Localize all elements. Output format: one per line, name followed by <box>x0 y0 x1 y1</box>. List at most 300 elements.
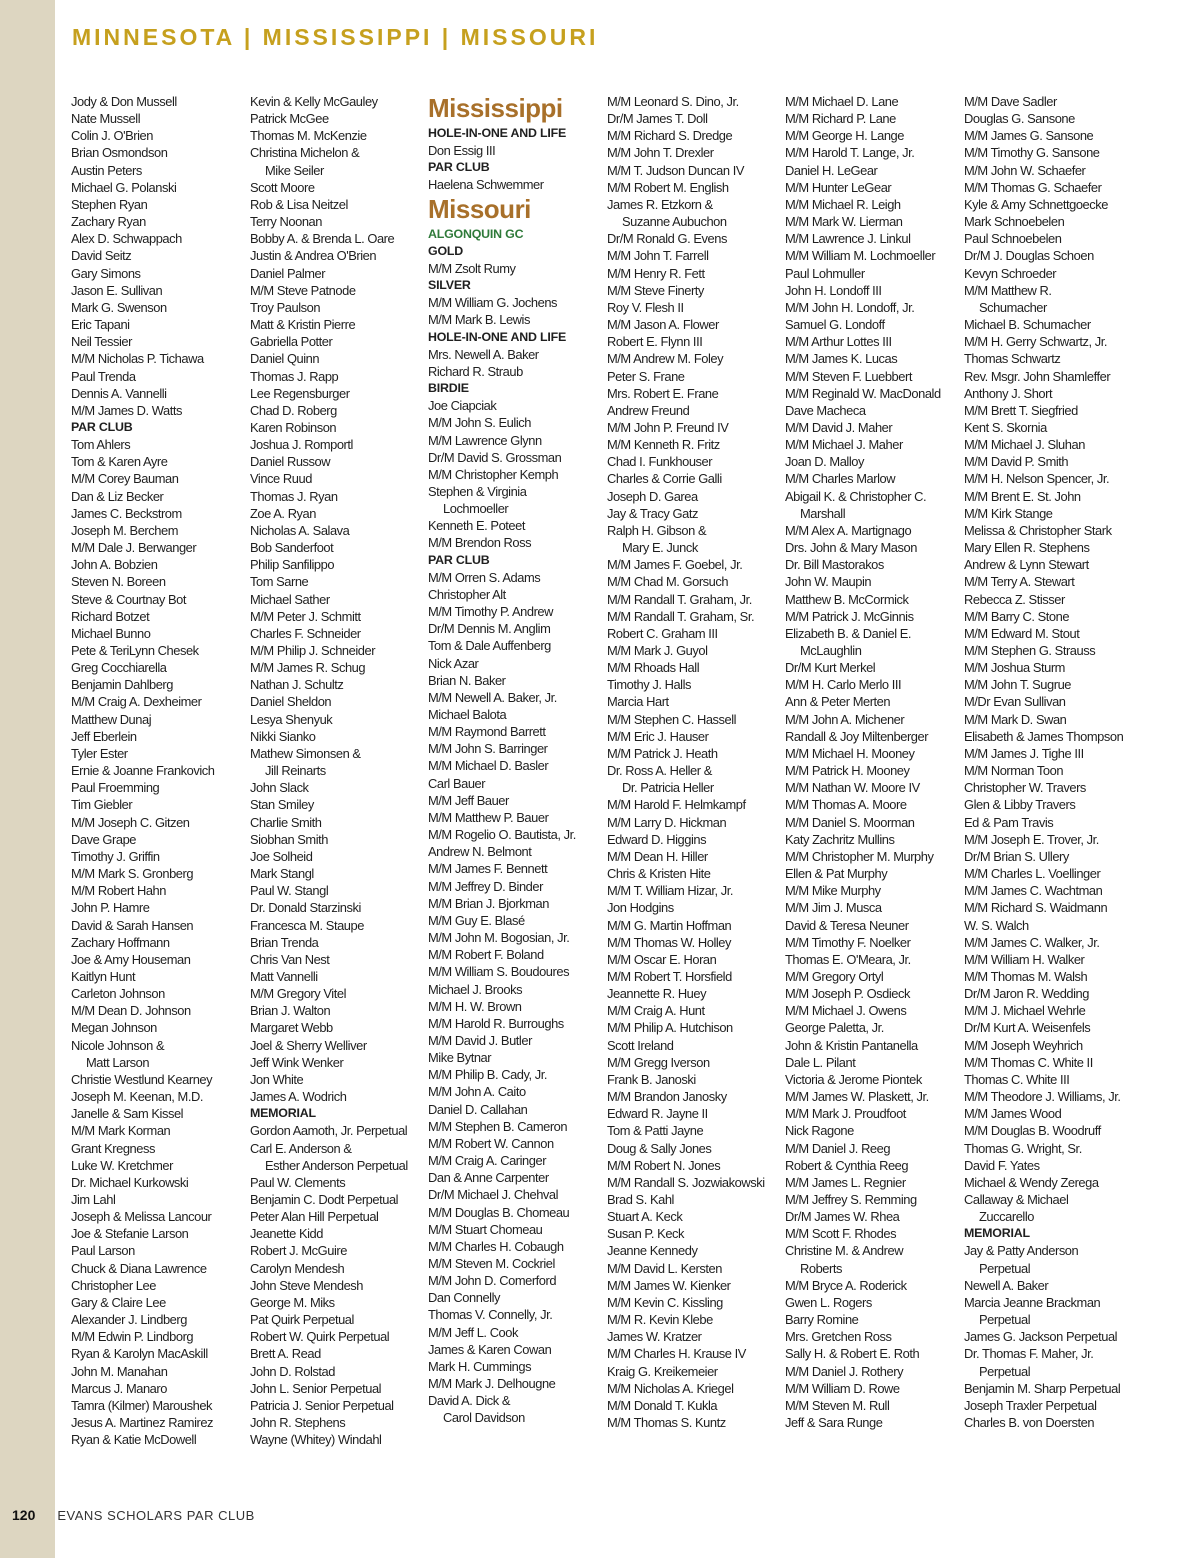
donor-entry: Joseph Traxler Perpetual <box>964 1397 1097 1413</box>
donor-entry-continued: Jill Reinarts <box>265 763 326 779</box>
donor-entry: M/M Timothy P. Andrew <box>428 604 553 620</box>
donor-entry: Tom & Karen Ayre <box>71 454 168 470</box>
donor-entry: M/M Nicholas A. Kriegel <box>607 1380 734 1396</box>
state-heading: Mississippi <box>428 93 563 123</box>
donor-entry: M/M David J. Butler <box>428 1032 532 1048</box>
donor-entry: Paul Froemming <box>71 780 160 796</box>
donor-entry: M/M Joshua Sturm <box>964 660 1065 676</box>
donor-entry: M/M Michael R. Leigh <box>785 196 901 212</box>
category-heading: SILVER <box>428 278 471 293</box>
donor-entry: Ernie & Joanne Frankovich <box>71 763 215 779</box>
donor-entry: Edward R. Jayne II <box>607 1106 708 1122</box>
donor-entry: M/M Lawrence J. Linkul <box>785 231 911 247</box>
donor-entry: M/M Michael J. Maher <box>785 437 903 453</box>
donor-entry: M/M John T. Sugrue <box>964 677 1072 693</box>
donor-entry: Victoria & Jerome Piontek <box>785 1071 922 1087</box>
donor-entry: Daniel Palmer <box>250 265 326 281</box>
donor-entry: Anthony J. Short <box>964 385 1053 401</box>
donor-entry: Tom Sarne <box>250 574 309 590</box>
donor-entry: Chris & Kristen Hite <box>607 866 711 882</box>
donor-entry: Nicholas A. Salava <box>250 522 350 538</box>
donor-entry: Gwen L. Rogers <box>785 1294 872 1310</box>
donor-entry: Tom Ahlers <box>71 437 131 453</box>
donor-entry: Dr/M Dennis M. Anglim <box>428 621 551 637</box>
donor-entry: Daniel Russow <box>250 454 331 470</box>
donor-entry: Alex D. Schwappach <box>71 231 182 247</box>
donor-entry: M/M R. Kevin Klebe <box>607 1312 713 1328</box>
donor-entry: John R. Stephens <box>250 1415 346 1431</box>
donor-entry: Troy Paulson <box>250 299 321 315</box>
donor-entry: Jay & Patty Anderson <box>964 1243 1079 1259</box>
donor-entry: M/M James K. Lucas <box>785 351 898 367</box>
donor-entry: M/M Steve Finerty <box>607 282 704 298</box>
donor-entry: M/M Jason A. Flower <box>607 317 719 333</box>
donor-entry: M/M John A. Caito <box>428 1084 526 1100</box>
donor-entry: M/M Theodore J. Williams, Jr. <box>964 1089 1121 1105</box>
donor-entry-continued: Mary E. Junck <box>622 540 698 556</box>
donor-entry: M/M Steven F. Luebbert <box>785 368 912 384</box>
donor-entry: Rebecca Z. Stisser <box>964 591 1065 607</box>
donor-entry: Marcia Jeanne Brackman <box>964 1294 1101 1310</box>
donor-entry: Jon White <box>250 1071 304 1087</box>
donor-entry: Dr/M J. Douglas Schoen <box>964 248 1094 264</box>
donor-entry: Thomas G. Wright, Sr. <box>964 1140 1082 1156</box>
donor-entry: Dr/M James T. Doll <box>607 111 708 127</box>
donor-entry: Jeanette Kidd <box>250 1226 323 1242</box>
donor-entry: Gary & Claire Lee <box>71 1294 166 1310</box>
column-2 <box>250 93 428 1448</box>
donor-entry: M/M Christopher Kemph <box>428 466 559 482</box>
donor-entry: Charles & Corrie Galli <box>607 471 722 487</box>
donor-entry: Charlie Smith <box>250 814 322 830</box>
donor-entry: M/M Mark S. Gronberg <box>71 866 194 882</box>
donor-entry: M/M Michael J. Sluhan <box>964 437 1085 453</box>
donor-columns <box>71 93 1191 1473</box>
donor-entry: M/M Rhoads Hall <box>607 660 700 676</box>
donor-entry: M/M Raymond Barrett <box>428 724 546 740</box>
donor-entry: M/M Norman Toon <box>964 763 1064 779</box>
donor-entry: M/M Stuart Chomeau <box>428 1221 543 1237</box>
donor-entry: Paul Larson <box>71 1243 135 1259</box>
donor-entry: Stan Smiley <box>250 797 314 813</box>
donor-entry: M/M H. Carlo Merlo III <box>785 677 902 693</box>
donor-entry: M/Dr Evan Sullivan <box>964 694 1066 710</box>
donor-entry: M/M Donald T. Kukla <box>607 1397 718 1413</box>
donor-entry: Roy V. Flesh II <box>607 299 684 315</box>
donor-entry: M/M T. Judson Duncan IV <box>607 162 745 178</box>
donor-entry: Stephen & Virginia <box>428 483 527 499</box>
donor-entry: Vince Ruud <box>250 471 312 487</box>
donor-entry: Lee Regensburger <box>250 385 350 401</box>
donor-entry: M/M David P. Smith <box>964 454 1069 470</box>
donor-entry: George Paletta, Jr. <box>785 1020 884 1036</box>
donor-entry: M/M Timothy F. Noelker <box>785 934 911 950</box>
donor-entry: M/M James W. Plaskett, Jr. <box>785 1089 929 1105</box>
donor-entry: Rob & Lisa Neitzel <box>250 196 348 212</box>
donor-entry: M/M James F. Goebel, Jr. <box>607 557 743 573</box>
donor-entry: Thomas M. McKenzie <box>250 128 367 144</box>
donor-entry: M/M Nicholas P. Tichawa <box>71 351 204 367</box>
page-title: MINNESOTA | MISSISSIPPI | MISSOURI <box>72 24 599 50</box>
donor-entry: M/M Rogelio O. Bautista, Jr. <box>428 827 576 843</box>
category-heading: PAR CLUB <box>428 552 490 567</box>
donor-entry: Gary Simons <box>71 265 141 281</box>
donor-entry: Scott Moore <box>250 179 315 195</box>
donor-entry: Chuck & Diana Lawrence <box>71 1260 207 1276</box>
donor-entry: M/M Jeff L. Cook <box>428 1324 518 1340</box>
donor-entry: David & Teresa Neuner <box>785 917 909 933</box>
donor-entry: Kenneth E. Poteet <box>428 518 525 534</box>
donor-entry: Andrew N. Belmont <box>428 844 532 860</box>
donor-entry-continued: Matt Larson <box>86 1054 150 1070</box>
donor-entry: Timothy J. Griffin <box>71 848 160 864</box>
donor-entry: M/M Kenneth R. Fritz <box>607 437 720 453</box>
donor-entry: M/M Thomas S. Kuntz <box>607 1415 726 1431</box>
donor-entry: M/M Randall T. Graham, Jr. <box>607 591 752 607</box>
donor-entry: Joshua J. Romportl <box>250 437 353 453</box>
donor-entry: M/M Steven M. Cockriel <box>428 1256 555 1271</box>
donor-entry: Christina Michelon & <box>250 145 360 161</box>
donor-entry: Brian Osmondson <box>71 145 168 161</box>
donor-entry: Janelle & Sam Kissel <box>71 1106 184 1122</box>
donor-entry: M/M Dale J. Berwanger <box>71 540 197 556</box>
donor-entry: Dr/M Brian S. Ullery <box>964 848 1069 864</box>
donor-entry: M/M Dean D. Johnson <box>71 1003 191 1019</box>
donor-entry: M/M William D. Rowe <box>785 1380 900 1396</box>
donor-entry: Steven N. Boreen <box>71 574 166 590</box>
donor-entry: Joe & Amy Houseman <box>71 951 191 967</box>
donor-entry: John Steve Mendesh <box>250 1277 364 1293</box>
donor-entry: Dr. Donald Starzinski <box>250 900 361 916</box>
donor-entry: Edward D. Higgins <box>607 831 707 847</box>
donor-entry: Mathew Simonsen & <box>250 745 361 761</box>
donor-entry: M/M H. W. Brown <box>428 998 522 1014</box>
donor-entry: Don Essig III <box>428 143 496 159</box>
column-6 <box>964 93 1142 1431</box>
donor-entry: M/M David J. Maher <box>785 419 893 435</box>
donor-entry: Benjamin C. Dodt Perpetual <box>250 1192 399 1207</box>
donor-entry: Robert E. Flynn III <box>607 334 703 350</box>
donor-entry: Douglas G. Sansone <box>964 111 1075 127</box>
donor-entry: Tom & Dale Auffenberg <box>428 638 551 654</box>
donor-entry: Pat Quirk Perpetual <box>250 1312 354 1328</box>
donor-entry: Zachary Hoffmann <box>71 934 170 950</box>
donor-entry: Dave Macheca <box>785 402 866 418</box>
state-heading: Missouri <box>428 193 531 224</box>
donor-entry: Ann & Peter Merten <box>785 694 891 710</box>
donor-entry: Carl E. Anderson & <box>250 1140 352 1156</box>
donor-entry: M/M Steven M. Rull <box>785 1397 890 1413</box>
donor-entry: M/M Dave Sadler <box>964 94 1057 109</box>
donor-entry: Siobhan Smith <box>250 831 328 847</box>
donor-entry: Matt Vannelli <box>250 968 318 984</box>
donor-entry-continued: Schumacher <box>979 299 1047 315</box>
donor-entry: Zoe A. Ryan <box>250 505 316 521</box>
donor-entry: M/M Joseph E. Trover, Jr. <box>964 831 1099 847</box>
donor-entry: M/M Harold T. Lange, Jr. <box>785 145 915 161</box>
donor-entry: Paul W. Clements <box>250 1174 346 1190</box>
donor-entry: Jeff Eberlein <box>71 728 137 744</box>
donor-entry: Daniel Sheldon <box>250 694 332 710</box>
donor-entry: Jesus A. Martinez Ramirez <box>71 1415 214 1431</box>
donor-entry: Joan D. Malloy <box>785 454 864 470</box>
donor-entry: Marcia Hart <box>607 694 669 710</box>
donor-entry: M/M John A. Michener <box>785 711 905 727</box>
donor-entry: M/M Richard S. Dredge <box>607 128 733 144</box>
donor-entry: M/M John T. Drexler <box>607 145 714 161</box>
donor-entry: Terry Noonan <box>250 214 322 230</box>
donor-entry: M/M James R. Schug <box>250 660 366 676</box>
donor-entry: M/M Craig A. Dexheimer <box>71 694 202 710</box>
donor-entry: Ralph H. Gibson & <box>607 522 707 538</box>
donor-entry-continued: Suzanne Aubuchon <box>622 214 727 230</box>
donor-entry: M/M Daniel J. Rothery <box>785 1363 904 1379</box>
donor-entry: M/M James L. Regnier <box>785 1174 906 1190</box>
donor-entry: M/M Leonard S. Dino, Jr. <box>607 94 739 109</box>
donor-entry: Eric Tapani <box>71 317 130 333</box>
donor-entry: Dr/M Kurt Merkel <box>785 660 876 676</box>
donor-entry: Kevin & Kelly McGauley <box>250 94 378 109</box>
donor-entry: James G. Jackson Perpetual <box>964 1329 1118 1345</box>
donor-entry: Doug & Sally Jones <box>607 1140 712 1156</box>
donor-entry: M/M William G. Jochens <box>428 295 558 311</box>
donor-entry: M/M Douglas B. Woodruff <box>964 1123 1101 1139</box>
donor-entry: M/M Mark D. Swan <box>964 711 1067 727</box>
donor-entry: Lesya Shenyuk <box>250 711 333 727</box>
donor-entry: M/M Mark Korman <box>71 1123 171 1139</box>
donor-entry: Benjamin Dahlberg <box>71 677 173 693</box>
donor-entry: Luke W. Kretchmer <box>71 1157 173 1173</box>
donor-entry: M/M G. Martin Hoffman <box>607 917 732 933</box>
donor-entry: M/M Robert Hahn <box>71 883 166 899</box>
publication-title: EVANS SCHOLARS PAR CLUB <box>57 1508 255 1523</box>
donor-entry: Steve & Courtnay Bot <box>71 591 186 607</box>
donor-entry: Jeff Wink Wenker <box>250 1054 344 1070</box>
donor-entry: M/M Stephen B. Cameron <box>428 1118 568 1134</box>
donor-entry: M/M Steve Patnode <box>250 282 356 298</box>
donor-entry: Kyle & Amy Schnettgoecke <box>964 196 1108 212</box>
donor-entry: Christopher Lee <box>71 1277 156 1293</box>
donor-entry: Daniel D. Callahan <box>428 1101 528 1117</box>
donor-entry: Peter Alan Hill Perpetual <box>250 1209 379 1225</box>
category-heading: PAR CLUB <box>71 419 133 434</box>
donor-entry: Elisabeth & James Thompson <box>964 728 1124 744</box>
donor-entry: M/M Larry D. Hickman <box>607 814 727 830</box>
donor-entry: Daniel H. LeGear <box>785 162 878 178</box>
page-number: 120 <box>12 1507 36 1523</box>
donor-entry: Tom & Patti Jayne <box>607 1123 704 1139</box>
donor-entry: Christine M. & Andrew <box>785 1243 904 1259</box>
donor-entry: M/M Thomas A. Moore <box>785 797 907 813</box>
donor-entry: Dr. Thomas F. Maher, Jr. <box>964 1346 1094 1362</box>
donor-entry: Susan P. Keck <box>607 1226 685 1242</box>
donor-entry: Christopher Alt <box>428 586 506 602</box>
donor-entry: Colin J. O'Brien <box>71 128 153 144</box>
donor-entry: Dr/M Jaron R. Wedding <box>964 986 1089 1002</box>
donor-entry: M/M Michael D. Basler <box>428 758 549 774</box>
category-heading: HOLE-IN-ONE AND LIFE <box>428 329 567 344</box>
donor-entry-continued: Dr. Patricia Heller <box>622 780 714 796</box>
donor-entry: M/M Gregg Iverson <box>607 1054 710 1070</box>
donor-entry: M/M Eric J. Hauser <box>607 728 709 744</box>
donor-entry: M/M H. Gerry Schwartz, Jr. <box>964 334 1107 350</box>
donor-entry: Dr. Ross A. Heller & <box>607 763 712 779</box>
donor-entry: M/M Jeffrey D. Binder <box>428 878 543 894</box>
category-heading: MEMORIAL <box>250 1106 316 1121</box>
donor-entry: Mark Schnoebelen <box>964 214 1065 230</box>
donor-entry: M/M Mark W. Lierman <box>785 214 903 230</box>
donor-entry: Jason E. Sullivan <box>71 282 163 298</box>
donor-entry: M/M Andrew M. Foley <box>607 351 724 367</box>
column-4 <box>607 93 785 1431</box>
donor-entry: Robert W. Quirk Perpetual <box>250 1329 390 1345</box>
donor-entry: M/M Daniel J. Reeg <box>785 1140 891 1156</box>
donor-entry: Charles F. Schneider <box>250 625 361 641</box>
donor-entry: John & Kristin Pantanella <box>785 1037 918 1053</box>
donor-entry: Tamra (Kilmer) Maroushek <box>71 1397 213 1413</box>
donor-entry: Thomas J. Rapp <box>250 368 339 384</box>
donor-entry: Neil Tessier <box>71 334 132 350</box>
donor-entry: M/M Jeff Bauer <box>428 792 509 808</box>
column-1 <box>71 93 249 1448</box>
column-5 <box>785 93 963 1431</box>
donor-entry: George M. Miks <box>250 1294 335 1310</box>
donor-entry: John H. Londoff III <box>785 282 882 298</box>
donor-entry: M/M James D. Watts <box>71 402 183 418</box>
donor-entry: M/M Thomas C. White II <box>964 1054 1093 1070</box>
donor-entry: M/M Oscar E. Horan <box>607 951 717 967</box>
donor-entry: M/M John D. Comerford <box>428 1273 557 1289</box>
donor-entry: Philip Sanfilippo <box>250 557 335 573</box>
donor-entry: M/M Joseph Weyhrich <box>964 1037 1083 1053</box>
donor-entry: M/M Robert F. Boland <box>428 947 544 963</box>
donor-entry: Randall & Joy Miltenberger <box>785 728 929 744</box>
donor-entry: Katy Zachritz Mullins <box>785 831 895 847</box>
donor-entry: M/M Alex A. Martignago <box>785 522 912 538</box>
donor-entry: Justin & Andrea O'Brien <box>250 248 377 264</box>
donor-entry: Brad S. Kahl <box>607 1192 674 1207</box>
donor-entry: Glen & Libby Travers <box>964 797 1076 813</box>
donor-entry: M/M Daniel S. Moorman <box>785 814 915 830</box>
donor-entry: Dan & Liz Becker <box>71 488 164 504</box>
donor-entry: Joseph M. Berchem <box>71 522 178 538</box>
donor-entry: Mark H. Cummings <box>428 1358 532 1374</box>
donor-entry: M/M Randall T. Graham, Sr. <box>607 608 755 624</box>
donor-entry: M/M Edwin P. Lindborg <box>71 1329 194 1345</box>
donor-entry: Mark G. Swenson <box>71 299 167 315</box>
donor-entry: M/M Mark J. Guyol <box>607 643 708 658</box>
donor-entry: M/M John P. Freund IV <box>607 419 729 435</box>
donor-entry: Dr/M David S. Grossman <box>428 449 562 465</box>
donor-entry: James R. Etzkorn & <box>607 196 713 212</box>
donor-entry: M/M Lawrence Glynn <box>428 432 542 448</box>
donor-entry: M/M Richard P. Lane <box>785 111 896 127</box>
donor-entry: Joe & Stefanie Larson <box>71 1226 189 1242</box>
left-margin-band <box>0 0 55 1558</box>
donor-entry: Grant Kregness <box>71 1140 155 1156</box>
donor-entry: Dr/M Kurt A. Weisenfels <box>964 1020 1091 1036</box>
donor-entry: Ryan & Katie McDowell <box>71 1432 197 1448</box>
donor-entry: M/M Gregory Ortyl <box>785 968 884 984</box>
donor-entry: Peter S. Frane <box>607 368 685 384</box>
donor-entry: M/M Gregory Vitel <box>250 986 346 1002</box>
donor-entry: M/M William S. Boudoures <box>428 964 570 980</box>
donor-entry: M/M John H. Londoff, Jr. <box>785 299 915 315</box>
donor-entry: Thomas E. O'Meara, Jr. <box>785 951 911 967</box>
donor-entry: M/M Randall S. Jozwiakowski <box>607 1174 765 1190</box>
donor-entry: Patricia J. Senior Perpetual <box>250 1397 394 1413</box>
donor-entry: Jody & Don Mussell <box>71 94 177 109</box>
donor-entry: M/M Brett T. Siegfried <box>964 402 1078 418</box>
donor-entry: M/M Brian J. Bjorkman <box>428 895 549 911</box>
donor-entry-continued: Esther Anderson Perpetual <box>265 1157 408 1173</box>
donor-entry: Thomas C. White III <box>964 1071 1070 1087</box>
donor-entry: Robert C. Graham III <box>607 625 718 641</box>
category-heading: BIRDIE <box>428 381 469 396</box>
donor-entry: M/M Robert M. English <box>607 179 729 195</box>
donor-entry: M/M James Wood <box>964 1106 1062 1122</box>
donor-entry: Robert J. McGuire <box>250 1243 347 1259</box>
donor-entry: Paul Schnoebelen <box>964 231 1062 247</box>
donor-entry: Callaway & Michael <box>964 1192 1069 1207</box>
donor-entry: M/M Mark J. Delhougne <box>428 1376 556 1392</box>
donor-entry: M/M Philip B. Cady, Jr. <box>428 1067 548 1083</box>
donor-entry: Samuel G. Londoff <box>785 317 885 333</box>
donor-entry: M/M John S. Barringer <box>428 741 548 757</box>
donor-entry: Dan & Anne Carpenter <box>428 1170 549 1186</box>
donor-entry: Michael Sather <box>250 591 330 607</box>
donor-entry: M/M Brandon Janosky <box>607 1089 727 1105</box>
category-heading: GOLD <box>428 243 463 258</box>
donor-entry: Sally H. & Robert E. Roth <box>785 1346 920 1362</box>
donor-entry: Gabriella Potter <box>250 334 333 350</box>
category-heading: MEMORIAL <box>964 1226 1030 1241</box>
donor-entry: Pete & TeriLynn Chesek <box>71 643 199 658</box>
donor-entry: Dr. Bill Mastorakos <box>785 557 884 573</box>
donor-entry: Kraig G. Kreikemeier <box>607 1363 718 1379</box>
donor-entry: M/M Michael J. Owens <box>785 1003 907 1019</box>
donor-entry: Robert & Cynthia Reeg <box>785 1157 909 1173</box>
donor-entry: James C. Beckstrom <box>71 505 182 521</box>
donor-entry: M/M Patrick H. Mooney <box>785 763 910 779</box>
donor-entry: John W. Maupin <box>785 574 872 590</box>
donor-entry: Jeff & Sara Runge <box>785 1415 883 1431</box>
category-heading: PAR CLUB <box>428 160 490 175</box>
donor-entry: Andrew Freund <box>607 402 690 418</box>
column-3 <box>428 93 606 1427</box>
donor-entry: M/M Reginald W. MacDonald <box>785 385 941 401</box>
donor-entry: Elizabeth B. & Daniel E. <box>785 625 912 641</box>
donor-entry: Dr/M Michael J. Chehval <box>428 1187 559 1203</box>
donor-entry: M/M Brendon Ross <box>428 535 532 551</box>
donor-entry: David Seitz <box>71 248 132 264</box>
donor-entry: Karen Robinson <box>250 419 337 435</box>
donor-entry: Richard Botzet <box>71 608 150 624</box>
donor-entry: M/M Kevin C. Kissling <box>607 1294 723 1310</box>
donor-entry: Austin Peters <box>71 162 142 178</box>
donor-entry: M/M Edward M. Stout <box>964 625 1080 641</box>
page-footer <box>12 1507 255 1523</box>
donor-entry: Carl Bauer <box>428 775 486 791</box>
donor-entry: M/M Arthur Lottes III <box>785 334 892 350</box>
donor-entry: M/M Dean H. Hiller <box>607 848 708 864</box>
donor-entry: Nick Ragone <box>785 1123 854 1139</box>
donor-entry: M/M Barry C. Stone <box>964 608 1070 624</box>
donor-entry: M/M Zsolt Rumy <box>428 260 516 276</box>
donor-entry: Jeannette R. Huey <box>607 986 707 1002</box>
donor-entry: Kaitlyn Hunt <box>71 968 136 984</box>
donor-entry: Melissa & Christopher Stark <box>964 522 1112 538</box>
